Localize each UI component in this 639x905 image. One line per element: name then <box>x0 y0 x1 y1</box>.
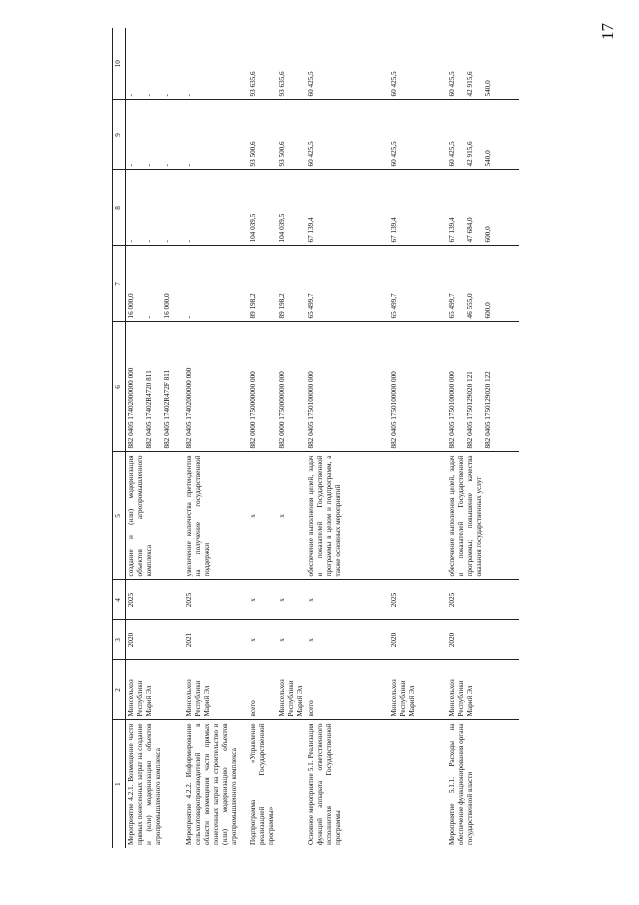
table-row <box>447 28 519 848</box>
cell-col-7: 89 198,2 <box>248 246 277 322</box>
code-line: 882 0405 17402000000 000 <box>127 367 135 449</box>
value: 42 915,6 <box>466 71 474 97</box>
value: - <box>127 240 135 243</box>
cell-end: х <box>277 580 306 620</box>
value: 60 425,5 <box>448 71 456 97</box>
table-row <box>126 28 185 848</box>
cell-end: 2025 <box>447 580 519 620</box>
cell-col-7: - <box>184 246 248 322</box>
cell-name <box>364 720 447 848</box>
header-col-9: 9 <box>113 100 126 170</box>
cell-result: обеспечение выполнения целей, задач и показателей Государственной программы; повышение качества оказания государственных услуг <box>447 452 519 580</box>
rotated-table-frame <box>112 28 612 848</box>
header-col-7: 7 <box>113 246 126 322</box>
cell-col-7 <box>126 246 185 322</box>
cell-name: Основное мероприятие 5.1. Реализация функций аппарата ответственного исполнителя Государственной программы <box>307 723 342 845</box>
cell-executor: Минсельхоз Республики Марий Эл <box>364 660 447 720</box>
cell-name <box>277 720 306 848</box>
header-row <box>113 28 126 848</box>
cell-codes: 882 0405 17402000000 000 <box>184 322 248 452</box>
value: - <box>163 94 171 97</box>
cell-col-7: 65 499,7 <box>306 246 364 322</box>
cell-codes: 882 0405 1750100000 000 <box>306 322 364 452</box>
value: 46 555,0 <box>466 293 474 319</box>
cell-result <box>364 452 447 580</box>
table-row <box>184 28 248 848</box>
value: - <box>127 94 135 97</box>
cell-start: х <box>277 620 306 660</box>
value: 16 000,0 <box>127 293 135 319</box>
cell-col-9 <box>126 100 185 170</box>
value: 42 915,6 <box>466 141 474 167</box>
cell-col-10: 60 425,5 <box>306 28 364 100</box>
cell-col-10 <box>447 28 519 100</box>
header-col-6: 6 <box>113 322 126 452</box>
cell-start: 2020 <box>364 620 447 660</box>
cell-codes <box>447 322 519 452</box>
cell-name: Мероприятие 5.1.1. Расходы на обеспечение функционирования органа государственной власти <box>448 723 474 845</box>
cell-col-8: 104 039,5 <box>248 170 277 246</box>
code-line: 882 0405 1750100000 000 <box>448 371 456 449</box>
value: 600,0 <box>484 226 492 243</box>
cell-col-8: 104 039,5 <box>277 170 306 246</box>
table-row <box>248 28 277 848</box>
cell-col-10: 93 635,6 <box>248 28 277 100</box>
cell-col-8: 67 139,4 <box>306 170 364 246</box>
cell-end: х <box>248 580 277 620</box>
code-line: 882 0405 1750129020 122 <box>484 371 492 449</box>
value: - <box>163 164 171 167</box>
cell-start: х <box>248 620 277 660</box>
cell-executor: Минсельхоз Республики Марий Эл <box>184 660 248 720</box>
cell-executor: Минсельхоз Республики Марий Эл <box>447 660 519 720</box>
cell-col-8 <box>126 170 185 246</box>
code-line: 882 0405 17402R4720 811 <box>145 370 153 449</box>
value: 16 000,0 <box>163 293 171 319</box>
budget-table <box>112 28 519 848</box>
cell-col-10: 60 425,5 <box>364 28 447 100</box>
cell-start: 2020 <box>447 620 519 660</box>
value: 47 684,0 <box>466 217 474 243</box>
cell-executor: всего <box>306 660 364 720</box>
code-line: 882 0405 1750129020 121 <box>466 371 474 449</box>
cell-col-8 <box>447 170 519 246</box>
cell-result: х <box>277 452 306 580</box>
table-row <box>306 28 364 848</box>
table-row <box>277 28 306 848</box>
value: 65 499,7 <box>448 293 456 319</box>
cell-executor: Минсельхоз Республики Марий Эл <box>126 660 185 720</box>
cell-result: увеличение количества претендентов на получение государственной поддержки <box>184 452 248 580</box>
cell-name: Мероприятие 4.2.1. Возмещение части прямых понесенных затрат на создание и (или) модернизацию объектов агропромышленного комплекса <box>127 723 162 845</box>
cell-col-7: 65 499,7 <box>364 246 447 322</box>
cell-executor: всего <box>248 660 277 720</box>
cell-col-10: - <box>184 28 248 100</box>
value: 67 139,4 <box>448 217 456 243</box>
cell-result: х <box>248 452 277 580</box>
cell-name: Мероприятие 4.2.2. Информирование сельхозтоваропроизводителей в области возмещения части прямых понесенных затрат на строительство и (или) модернизацию объектов агропромышленного комплекса <box>185 723 238 845</box>
cell-end: х <box>306 580 364 620</box>
cell-col-9 <box>447 100 519 170</box>
page-number: 17 <box>598 23 617 40</box>
cell-start: 2021 <box>184 620 248 660</box>
cell-col-9: 60 425,5 <box>306 100 364 170</box>
header-col-3: 3 <box>113 620 126 660</box>
cell-col-7 <box>447 246 519 322</box>
cell-start: 2020 <box>126 620 185 660</box>
cell-codes: 882 0405 1750100000 000 <box>364 322 447 452</box>
value: - <box>145 164 153 167</box>
header-col-5: 5 <box>113 452 126 580</box>
value: - <box>127 164 135 167</box>
header-col-1: 1 <box>113 720 126 848</box>
cell-executor: Минсельхоз Республики Марий Эл <box>277 660 306 720</box>
value: - <box>163 240 171 243</box>
cell-codes <box>126 322 185 452</box>
cell-col-9: - <box>184 100 248 170</box>
cell-col-9: 60 425,5 <box>364 100 447 170</box>
value: 540,0 <box>484 150 492 167</box>
cell-col-10 <box>126 28 185 100</box>
cell-end: 2025 <box>184 580 248 620</box>
value: 540,0 <box>484 80 492 97</box>
value: - <box>145 240 153 243</box>
cell-col-8: 67 139,4 <box>364 170 447 246</box>
value: - <box>145 94 153 97</box>
cell-name: Подпрограмма «Управление реализацией Государственной программы» <box>249 723 275 845</box>
header-col-8: 8 <box>113 170 126 246</box>
cell-col-7: 89 198,2 <box>277 246 306 322</box>
header-col-4: 4 <box>113 580 126 620</box>
header-col-2: 2 <box>113 660 126 720</box>
header-col-10: 10 <box>113 28 126 100</box>
value: 60 425,5 <box>448 141 456 167</box>
cell-result: обеспечение выполнения целей, задач и показателей Государственной программы в целом и подпрограмм, а также основных мероприятий <box>306 452 364 580</box>
cell-col-9: 93 500,6 <box>248 100 277 170</box>
cell-col-9: 93 500,6 <box>277 100 306 170</box>
value: - <box>145 316 153 319</box>
value: 600,0 <box>484 302 492 319</box>
cell-result: создание и (или) модернизация объектов агропромышленного комплекса <box>126 452 185 580</box>
cell-end: 2025 <box>126 580 185 620</box>
cell-end: 2025 <box>364 580 447 620</box>
code-line: 882 0405 17402R472F 811 <box>163 369 171 449</box>
cell-codes: 882 0000 1750000000 000 <box>248 322 277 452</box>
cell-col-8: - <box>184 170 248 246</box>
table-row <box>364 28 447 848</box>
cell-col-10: 93 635,6 <box>277 28 306 100</box>
cell-start: х <box>306 620 364 660</box>
cell-codes: 882 0000 1750000000 000 <box>277 322 306 452</box>
